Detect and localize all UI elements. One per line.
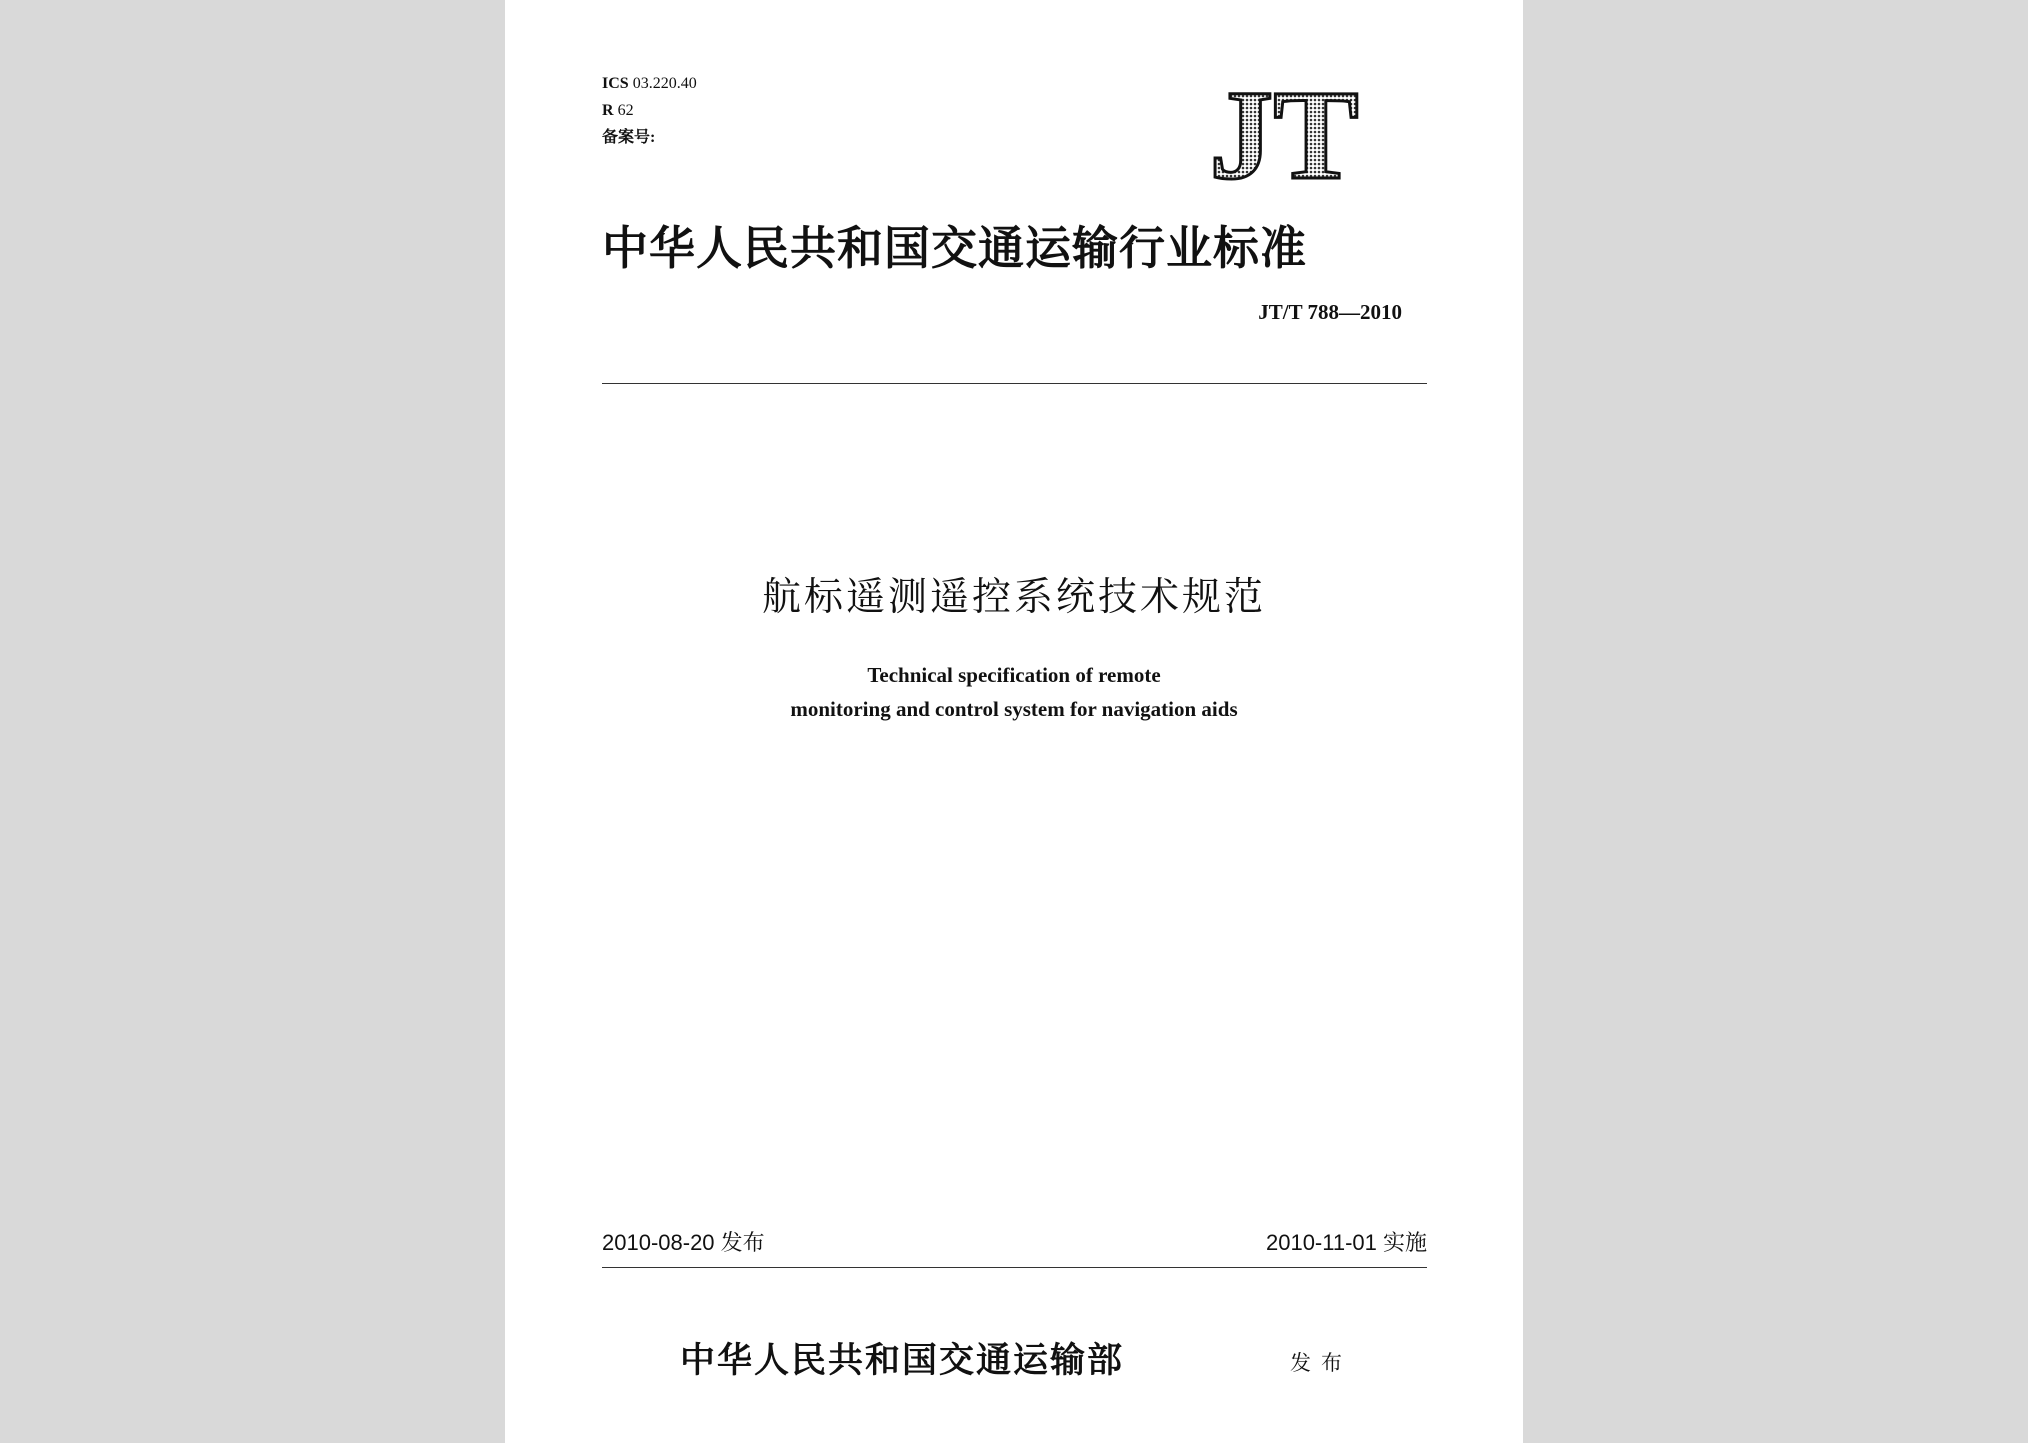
publisher-name: 中华人民共和国交通运输部 <box>680 1341 1125 1381</box>
publish-word: 发布 <box>1290 1351 1352 1375</box>
ccs-line <box>602 97 697 124</box>
title-english <box>505 658 1523 726</box>
header-divider <box>602 383 1427 384</box>
logo-text: JT <box>1209 82 1359 184</box>
ccs-label: R <box>602 102 614 119</box>
title-english-line-2: monitoring and control system for navigation aids <box>790 697 1238 721</box>
classification-block <box>602 70 697 151</box>
record-label: 备案号: <box>602 129 656 146</box>
footer-divider <box>602 1267 1427 1268</box>
document-page <box>505 0 1523 1443</box>
jt-logo <box>1177 82 1392 184</box>
ics-label: ICS <box>602 75 629 92</box>
issue-date: 2010-08-20 发布 <box>602 1230 765 1255</box>
ics-code: 03.220.40 <box>632 75 697 92</box>
ics-line <box>602 70 697 97</box>
record-line <box>602 124 697 151</box>
ccs-code: 62 <box>617 102 634 119</box>
org-title: 中华人民共和国交通运输行业标准 <box>602 221 1307 275</box>
implementation-date: 2010-11-01 实施 <box>1265 1230 1427 1255</box>
title-english-line-1: Technical specification of remote <box>867 663 1161 687</box>
standard-number: JT/T 788—2010 <box>1258 300 1402 324</box>
title-chinese: 航标遥测遥控系统技术规范 <box>761 575 1266 620</box>
